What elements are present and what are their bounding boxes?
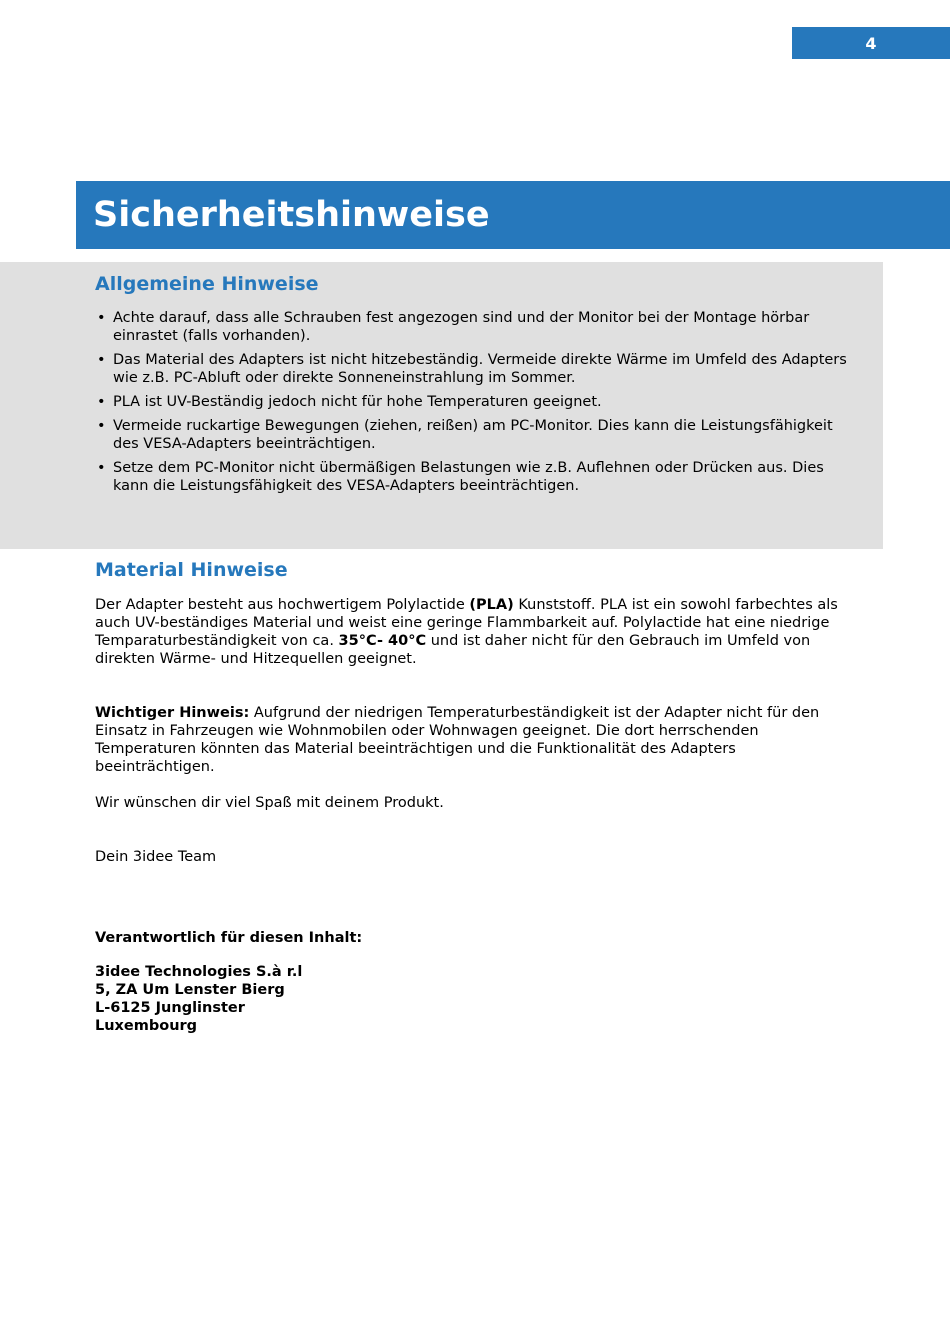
list-item: • Das Material des Adapters ist nicht hitzebeständig. Vermeide direkte Wärme im Umfeld des Adapters wie z.B. PC-Abluft oder direkte Sonneneinstrahlung im Sommer. bbox=[97, 352, 847, 386]
list-item: • Vermeide ruckartige Bewegungen (ziehen, reißen) am PC-Monitor. Dies kann die Leistungsfähigkeit des VESA-Adapters beeinträchtigen. bbox=[97, 418, 833, 452]
signature: Dein 3idee Team bbox=[95, 849, 217, 865]
list-item: • Achte darauf, dass alle Schrauben fest angezogen sind und der Monitor bei der Montage hörbar einrastet (falls vorhanden). bbox=[97, 310, 810, 344]
address-street: 5, ZA Um Lenster Bierg bbox=[95, 982, 285, 998]
material-notes-heading: Material Hinweise bbox=[95, 559, 288, 581]
responsible-label: Verantwortlich für diesen Inhalt: bbox=[95, 930, 363, 946]
address-country: Luxembourg bbox=[95, 1018, 198, 1034]
material-paragraph: Der Adapter besteht aus hochwertigem Polylactide (PLA) Kunststoff. PLA ist ein sowohl farbechtes als auch UV-beständiges Material und weist eine geringe Flammbarkeit auf. Polylactide hat eine niedrige Temparaturbeständigkeit von ca. 35°C- 40°C und ist daher nicht für den Gebrauch im Umfeld von direkten Wärme- und Hitzequellen geeignet. bbox=[95, 597, 838, 667]
important-note-label: Wichtiger Hinweis: bbox=[95, 705, 250, 721]
closing-wish: Wir wünschen dir viel Spaß mit deinem Produkt. bbox=[95, 795, 444, 811]
page-title: Sicherheitshinweise bbox=[93, 195, 490, 235]
list-item: • Setze dem PC-Monitor nicht übermäßigen Belastungen wie z.B. Auflehnen oder Drücken aus. Dies kann die Leistungsfähigkeit des VESA-Adapters beeinträchtigen. bbox=[97, 460, 824, 494]
company-name: 3idee Technologies S.à r.l bbox=[95, 964, 303, 980]
company-address bbox=[95, 963, 302, 1035]
title-banner bbox=[76, 181, 950, 249]
page-number: 4 bbox=[792, 27, 950, 59]
list-item: • PLA ist UV-Beständig jedoch nicht für hohe Temperaturen geeignet. bbox=[97, 394, 602, 410]
important-note: Wichtiger Hinweis: Aufgrund der niedrigen Temperaturbeständigkeit ist der Adapter nicht für den Einsatz in Fahrzeugen wie Wohnmobilen oder Wohnwagen geeignet. Die dort herrschenden Temperaturen könnten das Material beeinträchtigen und die Funktionalität des Adapters beeinträchtigen. bbox=[95, 705, 820, 775]
address-city: L-6125 Junglinster bbox=[95, 1000, 245, 1016]
general-notes-heading: Allgemeine Hinweise bbox=[95, 273, 319, 295]
general-notes-list bbox=[95, 309, 855, 501]
